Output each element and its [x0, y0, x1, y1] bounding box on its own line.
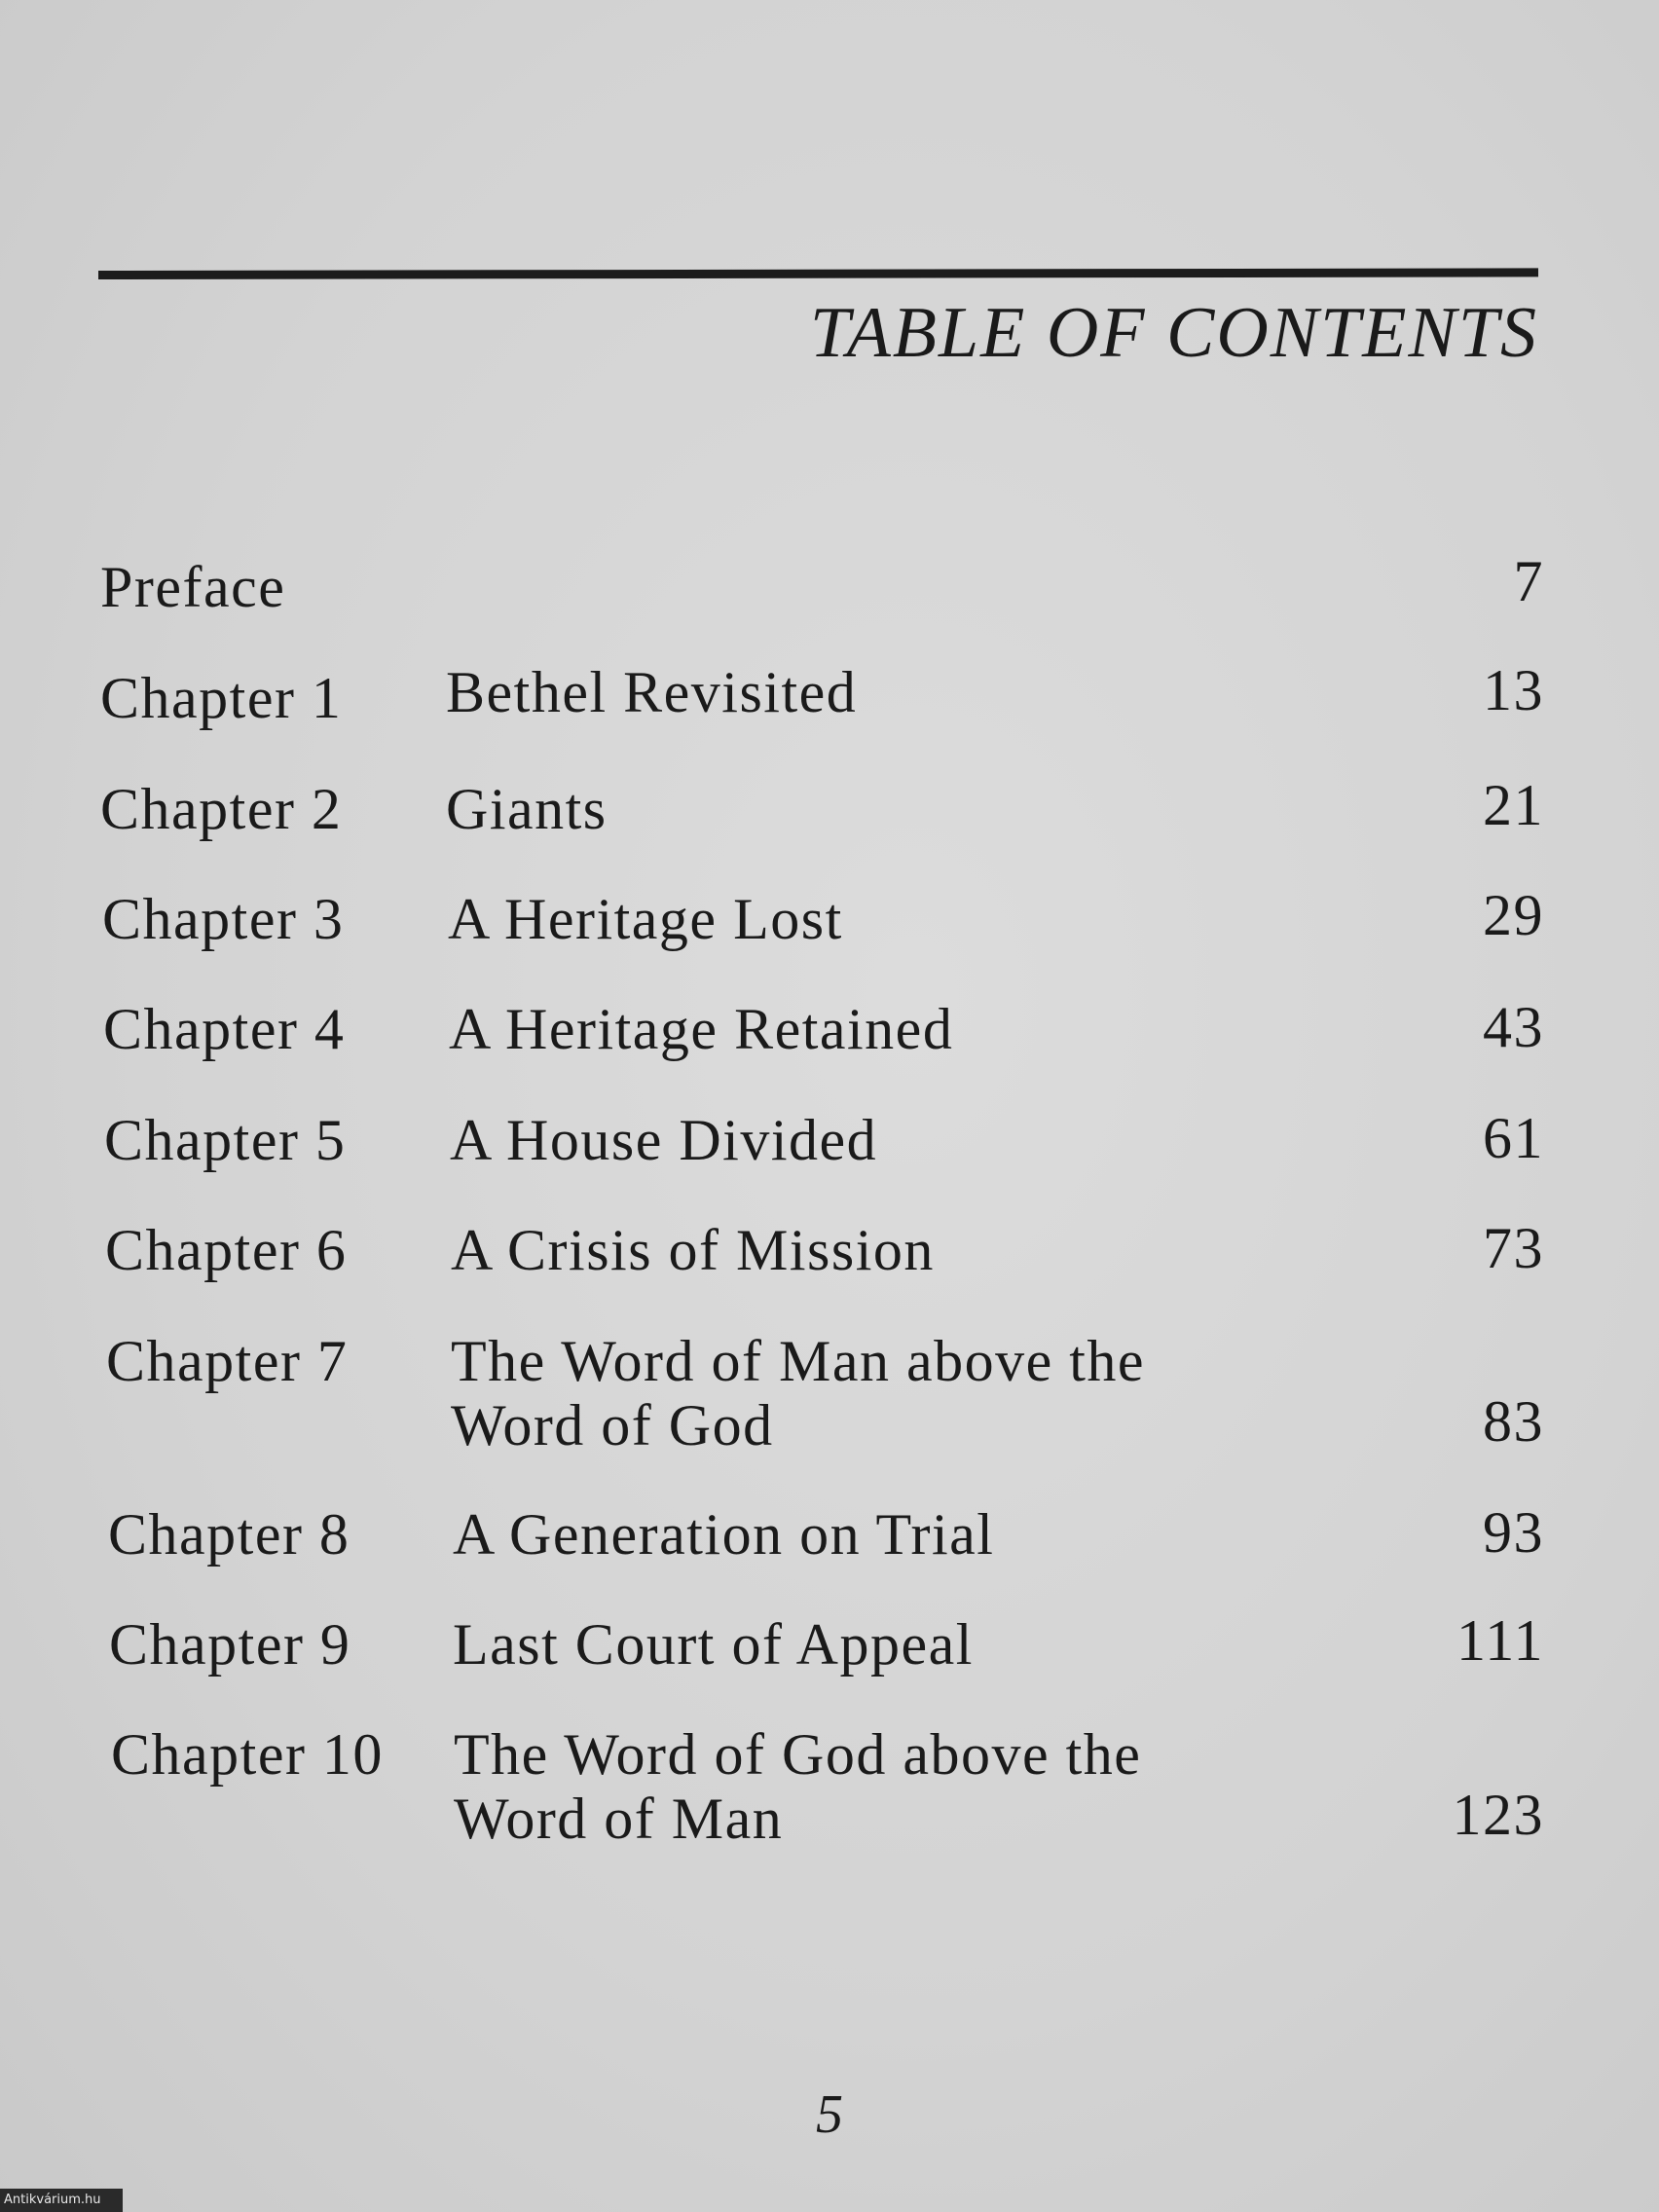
entry-page-number: 13 [1483, 658, 1544, 722]
entry-title-line: A Heritage Lost [448, 887, 843, 951]
entry-title [454, 1722, 1141, 1851]
entry-label: Chapter 3 [102, 887, 345, 951]
entry-title [448, 887, 843, 951]
entry-title-line: A Heritage Retained [449, 997, 954, 1061]
entry-page-number: 29 [1483, 883, 1544, 947]
entry-title-line: Word of God [451, 1393, 774, 1457]
entry-title-line: A Crisis of Mission [451, 1218, 935, 1282]
entry-label: Preface [100, 555, 286, 619]
entry-page-number: 83 [1483, 1389, 1544, 1454]
entry-title-line: The Word of Man above the [451, 1329, 1146, 1393]
entry-title-line: A Generation on Trial [453, 1502, 995, 1567]
entry-page-number: 111 [1456, 1608, 1544, 1673]
entry-label: Chapter 1 [100, 666, 343, 730]
entry-label: Chapter 7 [106, 1329, 349, 1393]
entry-page-number: 43 [1483, 995, 1544, 1059]
entry-page-number: 93 [1483, 1500, 1544, 1565]
entry-title [446, 660, 857, 724]
entry-title [453, 1612, 974, 1677]
entry-title [453, 1502, 994, 1567]
entry-title [449, 997, 953, 1061]
entry-title [450, 1108, 877, 1172]
entry-label: Chapter 5 [104, 1108, 347, 1172]
entry-page-number: 61 [1483, 1106, 1544, 1170]
entry-title-line: A House Divided [450, 1108, 878, 1172]
entry-page-number: 73 [1483, 1216, 1544, 1280]
entry-page-number: 7 [1513, 549, 1544, 613]
entry-title [451, 1329, 1145, 1457]
entry-label: Chapter 10 [111, 1722, 384, 1787]
page-title: TABLE OF CONTENTS [809, 293, 1538, 373]
entry-label: Chapter 4 [103, 997, 346, 1061]
entry-title [451, 1218, 935, 1282]
entry-title-line: Word of Man [454, 1787, 784, 1851]
entry-page-number: 123 [1452, 1783, 1544, 1847]
entry-title [446, 777, 608, 841]
entry-title-line: Bethel Revisited [446, 660, 858, 724]
entry-title-line: The Word of God above the [454, 1722, 1142, 1787]
entry-label: Chapter 8 [108, 1502, 350, 1567]
entry-title-line: Giants [446, 777, 608, 841]
entry-label: Chapter 9 [109, 1612, 351, 1677]
entry-label: Chapter 6 [105, 1218, 348, 1282]
entry-page-number: 21 [1483, 773, 1544, 837]
page-number: 5 [816, 2084, 843, 2145]
entry-label: Chapter 2 [100, 777, 343, 841]
entry-title-line: Last Court of Appeal [453, 1612, 974, 1677]
watermark-label: Antikvárium.hu [0, 2189, 123, 2212]
